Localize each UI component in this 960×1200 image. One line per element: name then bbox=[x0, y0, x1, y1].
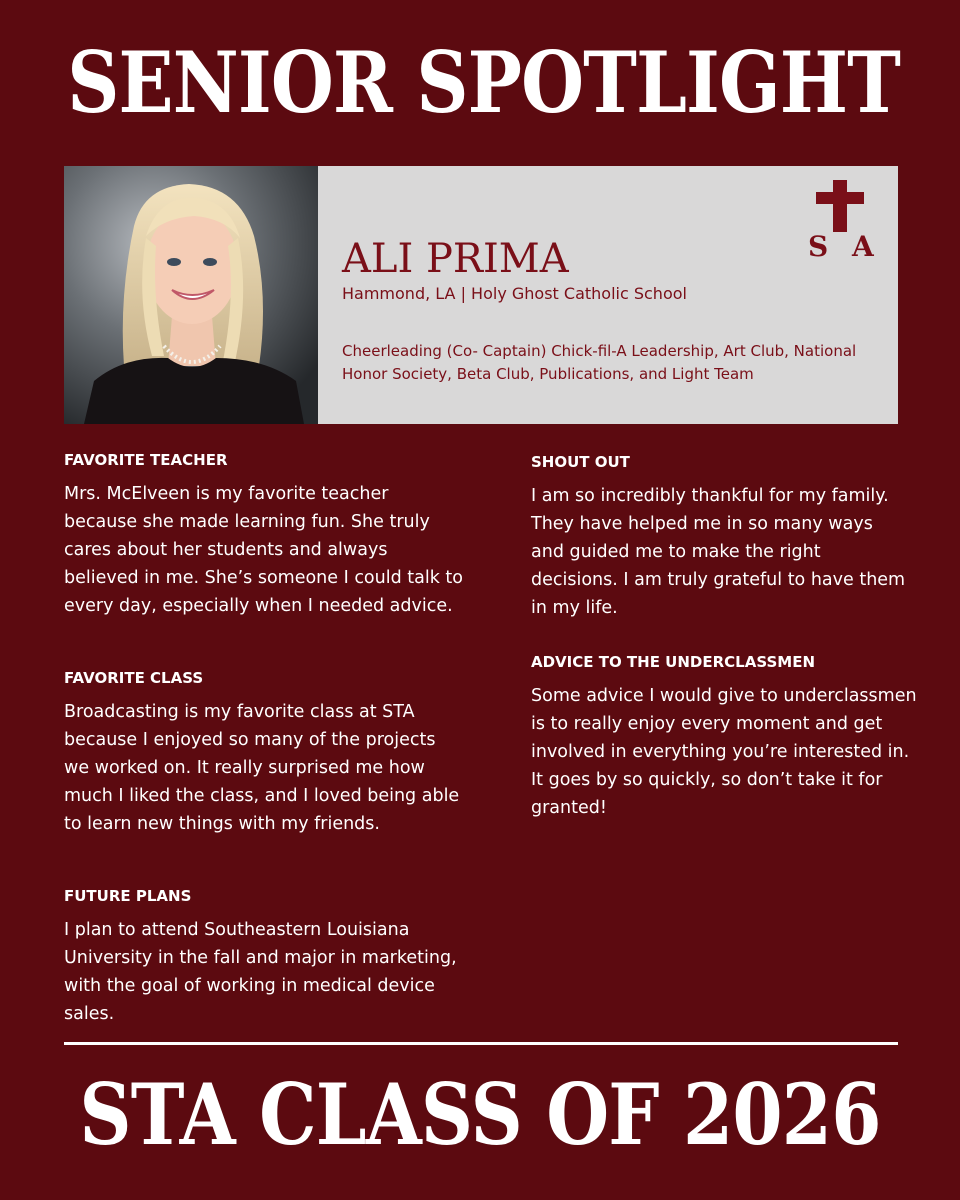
favorite-teacher-section bbox=[64, 450, 464, 620]
section-heading: FAVORITE TEACHER bbox=[64, 451, 228, 469]
section-body: I plan to attend Southeastern Louisiana University in the fall and major in marketing, with the goal of working in medical device sales. bbox=[64, 920, 457, 1024]
portrait-illustration bbox=[64, 166, 318, 424]
profile-info bbox=[342, 166, 882, 424]
portrait-photo bbox=[64, 166, 318, 424]
section-body: Mrs. McElveen is my favorite teacher because she made learning fun. She truly cares about her students and always believed in me. She’s someone I could talk to every day, especially when I needed advice. bbox=[64, 484, 463, 616]
profile-card bbox=[64, 166, 898, 424]
footer-title: STA CLASS OF 2026 bbox=[79, 1065, 881, 1164]
page-title: SENIOR SPOTLIGHT bbox=[67, 33, 901, 132]
divider bbox=[64, 1042, 898, 1045]
sta-cross-logo bbox=[802, 178, 878, 258]
student-name: ALI PRIMA bbox=[342, 236, 569, 282]
advice-section bbox=[531, 652, 921, 822]
hometown-school: Hammond, LA | Holy Ghost Catholic School bbox=[342, 284, 687, 303]
shout-out-section bbox=[531, 452, 906, 622]
logo-letter-a: A bbox=[852, 230, 874, 258]
logo-letters: S bbox=[808, 230, 829, 258]
activities-list: Cheerleading (Co- Captain) Chick-fil-A Leadership, Art Club, National Honor Society, Beta Club, Publications, and Light Team bbox=[342, 342, 857, 383]
section-body: Some advice I would give to underclassmen is to really enjoy every moment and get involved in everything you’re interested in. It goes by so quickly, so don’t take it for granted! bbox=[531, 686, 917, 818]
section-heading: FAVORITE CLASS bbox=[64, 669, 204, 687]
section-heading: FUTURE PLANS bbox=[64, 887, 192, 905]
future-plans-section bbox=[64, 886, 464, 1028]
section-heading: SHOUT OUT bbox=[531, 453, 630, 471]
favorite-class-section bbox=[64, 668, 464, 838]
section-heading: ADVICE TO THE UNDERCLASSMEN bbox=[531, 653, 816, 671]
section-body: Broadcasting is my favorite class at STA because I enjoyed so many of the projects we worked on. It really surprised me how much I liked the class, and I loved being able to learn new things with my friends. bbox=[64, 702, 460, 834]
section-body: I am so incredibly thankful for my family. They have helped me in so many ways and guided me to make the right decisions. I am truly grateful to have them in my life. bbox=[531, 486, 906, 618]
